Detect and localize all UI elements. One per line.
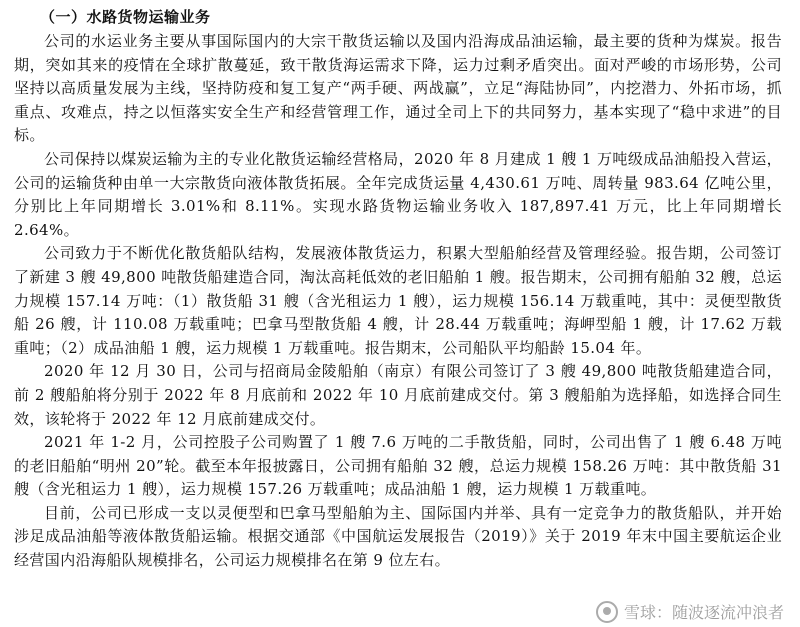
paragraph-fleet-structure: 公司致力于不断优化散货船队结构，发展液体散货运力，积累大型船舶经营及管理经验。报告期，公司签订了新建 3 艘 49,800 吨散货船建造合同，淘汰高耗低效的老旧船舶 1 艘。报告期末，公司拥有船舶 32 艘，总运力规模 157.14 万吨：（1）散货船 31 艘（含光租运力 1 艘），运力规模 156.14 万载重吨，其中：灵便型散货船 26 艘，计 110.08 万载重吨；巴拿马型散货船 4 艘，计 28.44 万载重吨；海岬型船 1 艘，计 17.62 万载重吨；（2）成品油船 1 艘，运力规模 1 万载重吨。报告期末，公司船队平均船龄 15.04 年。 (14, 244, 782, 357)
section-title: （一）水路货物运输业务 (40, 8, 211, 26)
paragraph-operations-stats: 公司保持以煤炭运输为主的专业化散货运输经营格局，2020 年 8 月建成 1 艘 1 万吨级成品油船投入营运，公司的运输货种由单一大宗散货向液体散货拓展。全年完成货运量 4,430.61 万吨、周转量 983.64 亿吨公里，分别比上年同期增长 3.01%和 8.11%。实现水路货物运输业务收入 187,897.41 万元，比上年同期增长 2.64%。 (14, 149, 782, 239)
paragraph-fleet-changes: 2021 年 1-2 月，公司控股子公司购置了 1 艘 7.6 万吨的二手散货船，同时，公司出售了 1 艘 6.48 万吨的老旧船舶“明州 20”轮。截至本年报披露日，公司拥有船舶 32 艘，总运力规模 158.26 万吨：其中散货船 31 艘（含光租运力 1 艘），运力规模 157.26 万载重吨；成品油船 1 艘，运力规模 1 万载重吨。 (14, 433, 782, 499)
paragraph-shipbuilding-contract: 2020 年 12 月 30 日，公司与招商局金陵船舶（南京）有限公司签订了 3 艘 49,800 吨散货船建造合同，前 2 艘船舶将分别于 2022 年 8 月底前和 2022 年 10 月底前建成交付。第 3 艘船舶为选择船，如选择合同生效，该轮将于 2022 年 12 月底前建成交付。 (14, 362, 782, 428)
paragraph-business-overview: 公司的水运业务主要从事国际国内的大宗干散货运输以及国内沿海成品油运输，最主要的货种为煤炭。报告期，突如其来的疫情在全球扩散蔓延，致干散货海运需求下降，运力过剩矛盾突出。面对严峻的市场形势，公司坚持以高质量发展为主线，坚持防疫和复工复产“两手硬、两战赢”，立足“海陆协同”，内挖潜力、外拓市场，抓重点、攻难点，持之以恒落实安全生产和经营管理工作，通过全司上下的共同努力，基本实现了“稳中求进”的目标。 (14, 32, 782, 145)
paragraph-fleet-ranking: 目前，公司已形成一支以灵便型和巴拿马型船舶为主、国际国内并举、具有一定竞争力的散货船队，并开始涉足成品油船等液体散货船运输。根据交通部《中国航运发展报告（2019）》关于 2019 年末中国主要航运企业经营国内沿海船队规模排名，公司运力规模排名在第 9 位左右。 (14, 503, 782, 570)
watermark-text: 雪球：随波逐流冲浪者 (623, 603, 784, 622)
